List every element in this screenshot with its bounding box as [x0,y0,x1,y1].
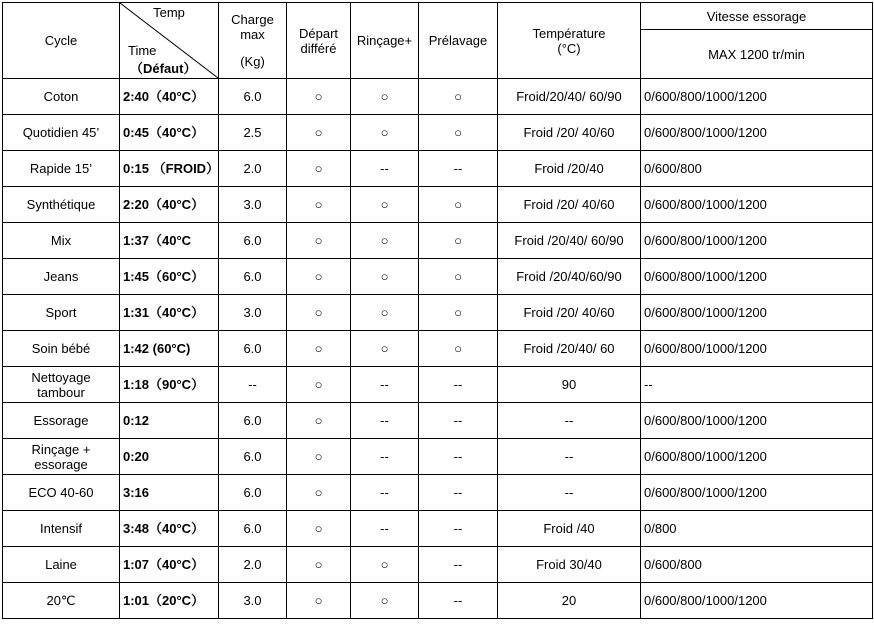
speed-cell: 0/600/800 [641,151,873,187]
speed-cell: 0/600/800/1000/1200 [641,259,873,295]
time-cell: 0:12 [120,403,219,439]
speed-cell: 0/600/800/1000/1200 [641,475,873,511]
time-cell: 0:20 [120,439,219,475]
depart-cell: ○ [287,115,351,151]
charge-cell: 6.0 [219,511,287,547]
temperature-cell: 90 [498,367,641,403]
charge-cell: -- [219,367,287,403]
time-cell: 1:45（60°C） [120,259,219,295]
header-charge-unit: (Kg) [240,54,265,69]
prelavage-cell: -- [419,583,498,619]
time-cell: 1:37（40°C [120,223,219,259]
header-depart-line1: Départ [298,25,339,41]
time-cell: 1:07（40°C） [120,547,219,583]
table-row [3,403,873,439]
rincage-cell: -- [351,439,419,475]
header-rincage: Rinçage+ [351,3,419,79]
prelavage-cell: ○ [419,295,498,331]
table-row [3,295,873,331]
prelavage-cell: -- [419,151,498,187]
rincage-cell: ○ [351,259,419,295]
cycle-cell: Sport [3,295,120,331]
rincage-cell: -- [351,403,419,439]
temperature-cell: Froid /20/40 [498,151,641,187]
cycle-cell: Jeans [3,259,120,295]
header-depart-line2: différé [300,40,337,56]
temperature-cell: Froid /20/ 40/60 [498,115,641,151]
depart-cell: ○ [287,439,351,475]
header-charge-line1: Charge [231,12,274,27]
temperature-cell: -- [498,403,641,439]
prelavage-cell: ○ [419,331,498,367]
prelavage-cell: -- [419,475,498,511]
depart-cell: ○ [287,223,351,259]
speed-cell: -- [641,367,873,403]
depart-cell: ○ [287,367,351,403]
prelavage-cell: -- [419,403,498,439]
time-cell: 0:45（40°C） [120,115,219,151]
rincage-cell: ○ [351,115,419,151]
depart-cell: ○ [287,547,351,583]
cycle-cell: Soin bébé [3,331,120,367]
speed-cell: 0/600/800/1000/1200 [641,583,873,619]
table-row [3,259,873,295]
charge-cell: 2.0 [219,547,287,583]
header-temp-label: Temp [153,5,185,20]
rincage-cell: -- [351,367,419,403]
table-row [3,475,873,511]
charge-cell: 6.0 [219,475,287,511]
header-vitesse: Vitesse essorage [641,3,873,30]
header-time-label: Time [128,43,157,58]
header-temperature-line2: (°C) [557,40,581,56]
header-prelavage: Prélavage [419,3,498,79]
temperature-cell: Froid /20/40/60/90 [498,259,641,295]
table-row [3,583,873,619]
table-row [3,223,873,259]
speed-cell: 0/600/800/1000/1200 [641,439,873,475]
time-cell: 1:42 (60°C) [120,331,219,367]
temperature-cell: -- [498,439,641,475]
table-body [3,79,873,619]
table-row [3,331,873,367]
rincage-cell: ○ [351,79,419,115]
cycle-cell: 20℃ [3,583,120,619]
depart-cell: ○ [287,331,351,367]
speed-cell: 0/600/800/1000/1200 [641,115,873,151]
charge-cell: 6.0 [219,331,287,367]
depart-cell: ○ [287,403,351,439]
prelavage-cell: ○ [419,79,498,115]
table-row [3,187,873,223]
rincage-cell: ○ [351,223,419,259]
rincage-cell: -- [351,151,419,187]
header-temperature [498,3,641,79]
prelavage-cell: -- [419,547,498,583]
charge-cell: 6.0 [219,439,287,475]
temperature-cell: Froid /40 [498,511,641,547]
cycle-cell: Laine [3,547,120,583]
cycle-cell: Rapide 15’ [3,151,120,187]
header-charge-line2: max [240,27,265,42]
time-cell: 2:40（40°C） [120,79,219,115]
cycle-cell: Rinçage + essorage [3,439,120,475]
rincage-cell: ○ [351,331,419,367]
time-cell: 0:15 （FROID） [120,151,219,187]
cycle-cell: Nettoyage tambour [3,367,120,403]
depart-cell: ○ [287,259,351,295]
time-cell: 2:20（40°C） [120,187,219,223]
speed-cell: 0/600/800/1000/1200 [641,187,873,223]
header-depart [287,3,351,79]
rincage-cell: ○ [351,547,419,583]
speed-cell: 0/600/800/1000/1200 [641,403,873,439]
temperature-cell: Froid /20/ 40/60 [498,187,641,223]
temperature-cell: Froid /20/40/ 60 [498,331,641,367]
temperature-cell: Froid/20/40/ 60/90 [498,79,641,115]
rincage-cell: ○ [351,187,419,223]
speed-cell: 0/800 [641,511,873,547]
speed-cell: 0/600/800/1000/1200 [641,79,873,115]
program-table-container [2,2,873,619]
prelavage-cell: ○ [419,223,498,259]
temperature-cell: Froid /20/ 40/60 [498,295,641,331]
speed-cell: 0/600/800/1000/1200 [641,331,873,367]
depart-cell: ○ [287,475,351,511]
header-defaut-label: （Défaut） [130,61,197,76]
temperature-cell: Froid /20/40/ 60/90 [498,223,641,259]
depart-cell: ○ [287,511,351,547]
rincage-cell: ○ [351,295,419,331]
time-cell: 3:48（40°C） [120,511,219,547]
speed-cell: 0/600/800/1000/1200 [641,295,873,331]
time-cell: 1:01（20°C） [120,583,219,619]
depart-cell: ○ [287,79,351,115]
charge-cell: 2.0 [219,151,287,187]
depart-cell: ○ [287,583,351,619]
cycle-cell: Synthétique [3,187,120,223]
table-row [3,547,873,583]
rincage-cell: -- [351,475,419,511]
charge-cell: 6.0 [219,403,287,439]
table-row [3,151,873,187]
cycle-cell: Coton [3,79,120,115]
header-temperature-line1: Température [532,25,606,41]
prelavage-cell: ○ [419,259,498,295]
table-row [3,439,873,475]
time-cell: 1:18（90°C） [120,367,219,403]
charge-cell: 2.5 [219,115,287,151]
cycle-cell: Intensif [3,511,120,547]
temperature-cell: 20 [498,583,641,619]
prelavage-cell: ○ [419,187,498,223]
header-charge [219,3,287,79]
prelavage-cell: ○ [419,115,498,151]
prelavage-cell: -- [419,511,498,547]
time-cell: 3:16 [120,475,219,511]
table-row [3,511,873,547]
time-cell: 1:31（40°C） [120,295,219,331]
program-table [2,2,873,619]
temperature-cell: -- [498,475,641,511]
charge-cell: 6.0 [219,223,287,259]
depart-cell: ○ [287,187,351,223]
cycle-cell: Essorage [3,403,120,439]
cycle-cell: Quotidien 45’ [3,115,120,151]
charge-cell: 6.0 [219,79,287,115]
charge-cell: 3.0 [219,295,287,331]
prelavage-cell: -- [419,367,498,403]
header-temp-time [120,3,219,79]
header-max: MAX 1200 tr/min [641,30,873,79]
charge-cell: 6.0 [219,259,287,295]
charge-cell: 3.0 [219,187,287,223]
prelavage-cell: -- [419,439,498,475]
speed-cell: 0/600/800 [641,547,873,583]
table-row [3,115,873,151]
table-row [3,367,873,403]
rincage-cell: -- [351,511,419,547]
charge-cell: 3.0 [219,583,287,619]
depart-cell: ○ [287,295,351,331]
header-row [3,3,873,30]
speed-cell: 0/600/800/1000/1200 [641,223,873,259]
cycle-cell: ECO 40-60 [3,475,120,511]
depart-cell: ○ [287,151,351,187]
temperature-cell: Froid 30/40 [498,547,641,583]
table-row [3,79,873,115]
cycle-cell: Mix [3,223,120,259]
rincage-cell: ○ [351,583,419,619]
header-cycle: Cycle [3,3,120,79]
